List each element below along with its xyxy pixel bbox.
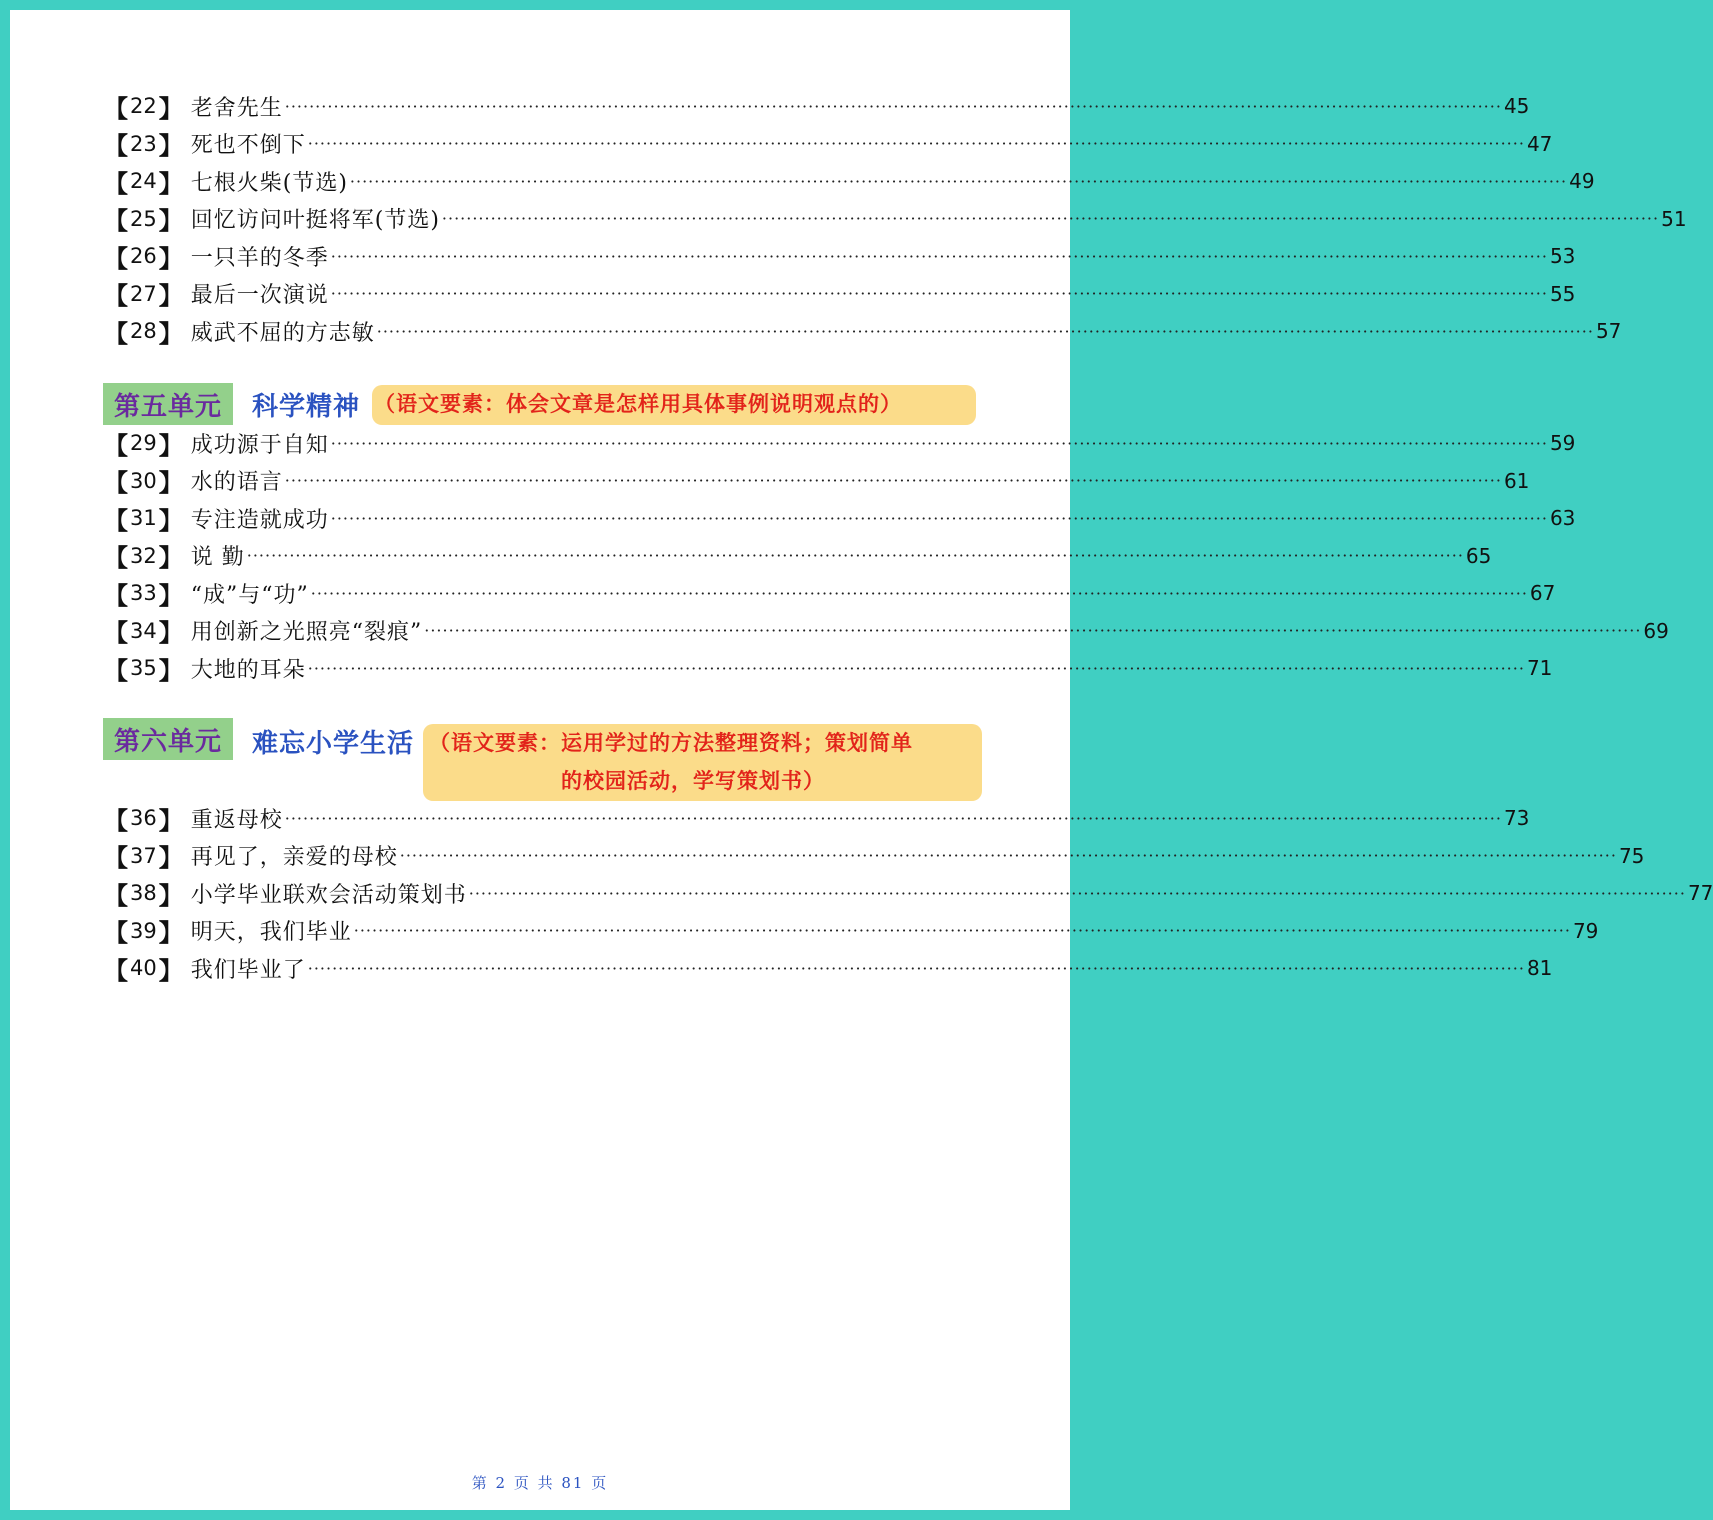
toc-entry-number: 36 <box>130 806 157 830</box>
toc-entry-number: 32 <box>130 543 157 568</box>
right-bracket: 】 <box>158 880 183 910</box>
toc-entry-page: 49 <box>1569 169 1595 193</box>
toc-entry-number: 29 <box>130 431 157 455</box>
toc-entry-title: 死也不倒下 <box>190 133 306 158</box>
toc-entry-title: 老舍先生 <box>190 95 283 121</box>
toc-entry-number: 22 <box>130 94 157 118</box>
toc-entry-page: 75 <box>1618 843 1645 868</box>
toc-entry[interactable] <box>104 651 1553 685</box>
dot-leader: ········································································································································································································ <box>284 96 1502 116</box>
toc-entry-title: 七根火柴(节选) <box>190 170 348 196</box>
toc-entry-number: 40 <box>130 956 157 980</box>
unit6-note-line1: （语文要素：运用学过的方法整理资料；策划简单 <box>429 730 913 755</box>
toc-entry-number: 28 <box>130 319 157 343</box>
dot-leader: ········································································································································································································ <box>441 209 1660 228</box>
dot-leader: ········································································································································································································ <box>468 883 1686 903</box>
dot-leader: ········································································································································································································ <box>310 583 1528 603</box>
toc-entry-page: 67 <box>1529 581 1556 605</box>
toc-entry-number: 34 <box>130 618 157 643</box>
toc-entry-page: 45 <box>1503 94 1530 118</box>
toc-entry[interactable] <box>104 89 1530 123</box>
toc-entry-title: 水的语言 <box>190 470 283 495</box>
dot-leader: ········································································································································································································ <box>307 134 1525 153</box>
toc-entry-title: 明天，我们毕业 <box>190 920 352 945</box>
unit6-note-line2: 的校园活动，学写策划书） <box>561 768 825 793</box>
toc-entry[interactable] <box>104 539 1492 573</box>
toc-entry-title: 最后一次演说 <box>190 283 329 308</box>
left-bracket: 【 <box>104 655 128 685</box>
left-bracket: 【 <box>104 93 128 123</box>
toc-entry[interactable] <box>104 464 1530 498</box>
dot-leader: ········································································································································································································ <box>330 284 1548 303</box>
toc-entry-title: 专注造就成功 <box>190 507 329 533</box>
right-bracket: 】 <box>158 543 183 572</box>
toc-entry-page: 63 <box>1549 506 1576 530</box>
toc-entry-title: 说 勤 <box>190 545 245 570</box>
toc-entry[interactable] <box>104 426 1576 460</box>
toc-entry-page: 65 <box>1465 543 1492 568</box>
toc-entry-number: 26 <box>130 244 157 268</box>
toc-entry-title: 重返母校 <box>190 807 283 833</box>
toc-entry[interactable] <box>104 501 1576 535</box>
toc-entry-title: 成功源于自知 <box>190 432 329 458</box>
toc-entry[interactable] <box>104 202 1687 236</box>
toc-entry-page: 51 <box>1661 206 1687 231</box>
toc-entry-title: 我们毕业了 <box>190 957 306 983</box>
left-bracket: 【 <box>104 168 128 198</box>
right-bracket: 】 <box>158 505 183 535</box>
left-bracket: 【 <box>104 543 128 572</box>
toc-entry-page: 57 <box>1595 319 1622 343</box>
right-bracket: 】 <box>158 243 183 273</box>
toc-entry[interactable] <box>104 839 1645 873</box>
toc-entry-number: 33 <box>130 581 157 605</box>
left-bracket: 【 <box>104 430 128 460</box>
toc-entry-page: 55 <box>1549 281 1576 306</box>
left-bracket: 【 <box>104 505 128 535</box>
right-bracket: 】 <box>158 918 183 947</box>
toc-entry-page: 69 <box>1643 618 1669 643</box>
toc-entry-page: 79 <box>1572 918 1599 943</box>
toc-entry-number: 39 <box>130 918 157 943</box>
right-bracket: 】 <box>158 843 183 872</box>
unit5-note <box>372 385 976 425</box>
dot-leader: ········································································································································································································ <box>307 958 1525 978</box>
left-bracket: 【 <box>104 206 128 235</box>
toc-entry-number: 30 <box>130 468 157 493</box>
toc-entry-number: 27 <box>130 281 157 306</box>
toc-entry-page: 77 <box>1687 881 1713 905</box>
toc-entry[interactable] <box>104 127 1553 161</box>
toc-entry-title: 一只羊的冬季 <box>190 245 329 271</box>
toc-entry[interactable] <box>104 801 1530 835</box>
toc-entry-number: 23 <box>130 131 157 156</box>
right-bracket: 】 <box>158 281 183 310</box>
dot-leader: ········································································································································································································ <box>284 808 1502 828</box>
toc-entry-title: 回忆访问叶挺将军(节选) <box>190 208 440 233</box>
left-bracket: 【 <box>104 880 128 910</box>
toc-entry-page: 53 <box>1549 244 1576 268</box>
toc-entry-page: 59 <box>1549 431 1576 455</box>
toc-entry[interactable] <box>104 914 1599 948</box>
left-bracket: 【 <box>104 318 128 348</box>
unit6-label: 第六单元 <box>103 718 233 760</box>
right-bracket: 】 <box>158 430 183 460</box>
page-footer: 第 2 页 共 81 页 <box>471 1474 609 1492</box>
dot-leader: ········································································································································································································ <box>349 171 1568 191</box>
unit5-label: 第五单元 <box>103 383 233 425</box>
toc-entry[interactable] <box>104 314 1622 348</box>
toc-entry-number: 35 <box>130 656 157 680</box>
right-bracket: 】 <box>158 618 183 647</box>
left-bracket: 【 <box>104 955 128 985</box>
right-bracket: 】 <box>158 206 183 235</box>
unit6-theme: 难忘小学生活 <box>252 728 415 759</box>
left-bracket: 【 <box>104 243 128 273</box>
left-bracket: 【 <box>104 281 128 310</box>
left-bracket: 【 <box>104 843 128 872</box>
dot-leader: ········································································································································································································ <box>399 846 1617 865</box>
right-bracket: 】 <box>158 131 183 160</box>
left-bracket: 【 <box>104 580 128 610</box>
toc-entry-page: 61 <box>1503 468 1530 493</box>
unit5-theme: 科学精神 <box>252 391 361 422</box>
toc-entry-number: 25 <box>130 206 157 231</box>
toc-entry[interactable] <box>104 614 1669 648</box>
toc-entry-number: 38 <box>130 881 157 905</box>
toc-entry-page: 73 <box>1503 806 1530 830</box>
dot-leader: ········································································································································································································ <box>330 433 1548 453</box>
toc-entry-title: 小学毕业联欢会活动策划书 <box>190 882 467 908</box>
toc-entry[interactable] <box>104 876 1713 910</box>
dot-leader: ········································································································································································································ <box>330 508 1548 528</box>
dot-leader: ········································································································································································································ <box>284 471 1502 490</box>
right-bracket: 】 <box>158 468 183 497</box>
left-bracket: 【 <box>104 918 128 947</box>
dot-leader: ········································································································································································································ <box>424 621 1642 640</box>
toc-entry-title: 大地的耳朵 <box>190 657 306 683</box>
toc-entry-title: 再见了，亲爱的母校 <box>190 845 398 870</box>
toc-entry-page: 47 <box>1526 131 1553 156</box>
dot-leader: ········································································································································································································ <box>376 321 1594 341</box>
right-bracket: 】 <box>158 93 183 123</box>
toc-entry[interactable] <box>104 164 1595 198</box>
dot-leader: ········································································································································································································ <box>246 546 1464 565</box>
dot-leader: ········································································································································································································ <box>330 246 1548 266</box>
toc-entry-title: “成”与“功” <box>190 582 309 608</box>
right-bracket: 】 <box>158 955 183 985</box>
unit5-note-line1: （语文要素：体会文章是怎样用具体事例说明观点的） <box>374 391 902 416</box>
toc-entry-number: 31 <box>130 506 157 530</box>
toc-entry-page: 81 <box>1526 956 1553 980</box>
toc-entry[interactable] <box>104 576 1556 610</box>
right-bracket: 】 <box>158 805 183 835</box>
right-bracket: 】 <box>158 655 183 685</box>
toc-entry[interactable] <box>104 951 1553 985</box>
toc-entry[interactable] <box>104 277 1576 311</box>
left-bracket: 【 <box>104 618 128 647</box>
right-bracket: 】 <box>158 168 183 198</box>
toc-entry-title: 用创新之光照亮“裂痕” <box>190 620 423 645</box>
left-bracket: 【 <box>104 131 128 160</box>
right-bracket: 】 <box>158 580 183 610</box>
toc-entry[interactable] <box>104 239 1576 273</box>
toc-entry-page: 71 <box>1526 656 1553 680</box>
toc-entry-number: 37 <box>130 843 157 868</box>
left-bracket: 【 <box>104 805 128 835</box>
dot-leader: ········································································································································································································ <box>307 658 1525 678</box>
left-bracket: 【 <box>104 468 128 497</box>
unit6-note <box>423 724 982 801</box>
right-bracket: 】 <box>158 318 183 348</box>
toc-entry-number: 24 <box>130 169 157 193</box>
toc-entry-title: 威武不屈的方志敏 <box>190 320 375 346</box>
dot-leader: ········································································································································································································ <box>353 921 1571 940</box>
